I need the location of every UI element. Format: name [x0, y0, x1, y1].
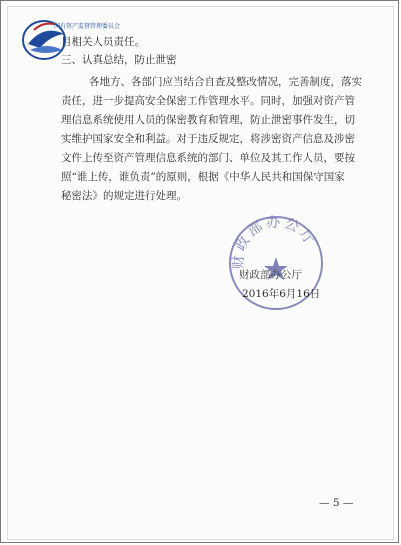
header-fragment: 目相关人员责任。: [61, 36, 145, 48]
svg-text:财政部办公厅: [230, 213, 319, 269]
issue-date: 2016年6月16日: [242, 288, 321, 300]
body-line: 照“谁上传，谁负责”的原则，根据《中华人民共和国保守国家: [61, 171, 345, 183]
body-line: 文件上传至资产管理信息系统的部门、单位及其工作人员，要按: [61, 152, 355, 164]
body-line: 理信息系统使用人员的保密教育和管理，防止泄密事件发生，切: [61, 114, 355, 126]
logo-text: 国有资产监督管理委员会: [54, 23, 121, 30]
body-line: 秘密法》的规定进行处理。: [61, 190, 187, 202]
body-line: 各地方、各部门应当结合自查及整改情况，完善制度，落实: [89, 76, 362, 88]
seal-text: 财政部办公厅: [230, 214, 320, 270]
body-line: 实维护国家安全和利益。对于违反规定，将涉密资产信息及涉密: [61, 133, 355, 145]
issuer-name: 财政部办公厅: [239, 269, 302, 281]
body-line: 责任，进一步提高安全保密工作管理水平。同时，加强对资产管: [61, 95, 355, 107]
page-number: — 5 —: [319, 497, 354, 509]
section-heading: 三、认真总结，防止泄密: [61, 54, 177, 66]
